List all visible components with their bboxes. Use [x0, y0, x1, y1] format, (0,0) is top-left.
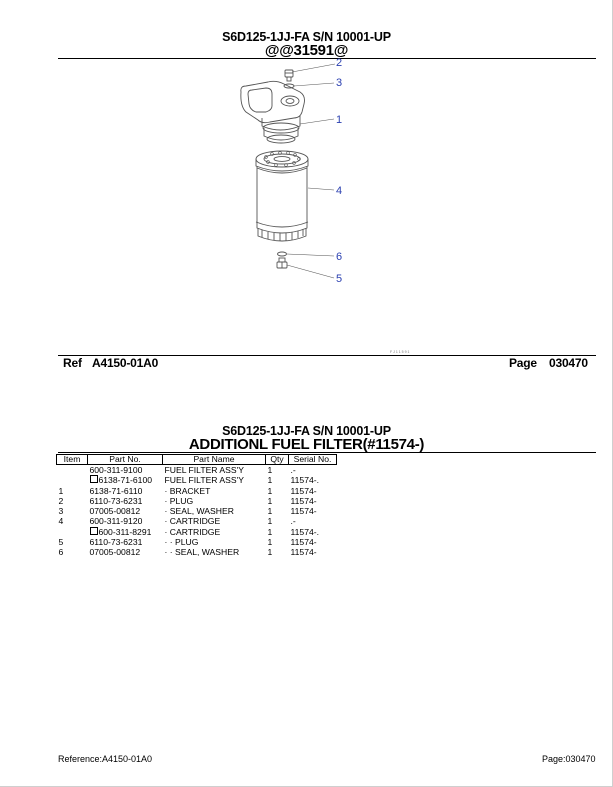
part-no-cell [88, 547, 163, 557]
diagram-model-line: S6D125-1JJ-FA S/N 10001-UP [222, 30, 391, 44]
serial-no-cell-text: .- [290, 516, 296, 527]
item-cell [57, 475, 88, 485]
diagram-code-line: @@31591@ [264, 42, 349, 59]
qty-cell-text: 1 [267, 485, 273, 496]
serial-no-cell [289, 537, 337, 547]
item-cell-text: 6 [58, 547, 64, 558]
item-cell [57, 547, 88, 557]
part-no-cell [88, 465, 163, 476]
parts-title-rule [58, 452, 596, 453]
parts-table [56, 454, 337, 558]
footer-reference: Reference:A4150-01A0 [58, 754, 153, 764]
serial-no-cell [289, 527, 337, 537]
page-label: Page [509, 356, 537, 370]
serial-no-cell-text: 11574- [290, 547, 317, 558]
callout-6: 6 [336, 251, 343, 263]
part-name-cell-text: FUEL FILTER ASS'Y [164, 475, 244, 486]
checkbox-square-icon [90, 475, 98, 483]
table-row [57, 475, 337, 485]
checkbox-square-icon [90, 527, 98, 535]
callout-1: 1 [336, 114, 343, 126]
col-item: Item [57, 455, 88, 465]
item-cell [57, 537, 88, 547]
serial-no-cell-text: 11574- [290, 506, 317, 517]
serial-no-cell [289, 465, 337, 476]
part-name-cell-text: · SEAL, WASHER [164, 506, 234, 517]
part-name-cell [163, 486, 266, 496]
serial-no-cell-text: .- [290, 465, 296, 475]
parts-model-line: S6D125-1JJ-FA S/N 10001-UP [222, 424, 391, 438]
part-no-cell-text: 6110-73-6231 [89, 495, 143, 506]
serial-no-cell-text: 11574-. [290, 526, 320, 537]
part-name-cell [163, 516, 266, 526]
table-row [57, 486, 337, 496]
bracket-part [241, 81, 305, 143]
serial-no-cell [289, 486, 337, 496]
table-row [57, 506, 337, 516]
qty-cell [266, 486, 289, 496]
qty-cell [266, 496, 289, 506]
item-cell [57, 516, 88, 526]
serial-no-cell-text: 11574- [290, 495, 317, 506]
part-no-cell [88, 486, 163, 496]
serial-no-cell-text: 11574- [290, 485, 317, 496]
qty-cell [266, 537, 289, 547]
qty-cell [266, 527, 289, 537]
item-cell [57, 527, 88, 537]
part-name-cell [163, 465, 266, 476]
qty-cell-text: 1 [267, 475, 273, 486]
item-cell-text: 2 [58, 495, 64, 506]
table-row [57, 537, 337, 547]
qty-cell [266, 475, 289, 485]
cartridge-part [256, 151, 308, 241]
part-no-cell [88, 506, 163, 516]
part-name-cell [163, 496, 266, 506]
part-name-cell-text: · CARTRIDGE [164, 526, 221, 537]
part-no-cell-text: 07005-00812 [89, 506, 141, 517]
part-name-cell-text: · BRACKET [164, 485, 211, 496]
item-cell-text: 3 [58, 506, 64, 517]
item-cell [57, 486, 88, 496]
footer-page: Page:030470 [542, 754, 596, 764]
item-cell [57, 496, 88, 506]
part-no-cell [88, 537, 163, 547]
parts-title: ADDITIONL FUEL FILTER(#11574-) [188, 436, 425, 453]
qty-cell-text: 1 [267, 547, 273, 558]
col-serial-no: Serial No. [289, 455, 337, 465]
part-name-cell [163, 527, 266, 537]
part-no-cell [88, 475, 163, 485]
qty-cell-text: 1 [267, 495, 273, 506]
part-name-cell [163, 475, 266, 485]
callout-3: 3 [336, 77, 343, 89]
serial-no-cell-text: 11574- [290, 537, 317, 548]
serial-no-cell [289, 496, 337, 506]
part-name-cell [163, 537, 266, 547]
serial-no-cell [289, 475, 337, 485]
part-name-cell-text: · · PLUG [164, 537, 199, 548]
table-row [57, 527, 337, 537]
qty-cell-text: 1 [267, 516, 273, 527]
part-no-cell [88, 527, 163, 537]
qty-cell [266, 465, 289, 476]
qty-cell-text: 1 [267, 537, 273, 548]
serial-no-cell [289, 506, 337, 516]
page-value: 030470 [549, 356, 588, 370]
serial-no-cell [289, 516, 337, 526]
plug-top-part [285, 70, 293, 81]
col-part-no: Part No. [88, 455, 163, 465]
qty-cell-text: 1 [267, 506, 273, 517]
part-no-cell-text: 600-311-9100 [89, 465, 143, 475]
part-no-cell [88, 516, 163, 526]
serial-no-cell [289, 547, 337, 557]
parts-table-header [57, 455, 337, 465]
item-cell [57, 465, 88, 476]
part-no-cell-text: 07005-00812 [89, 547, 141, 558]
item-cell-text: 5 [58, 537, 64, 548]
part-no-cell-text: 600-311-8291 [98, 526, 152, 537]
ref-value: A4150-01A0 [92, 356, 159, 370]
col-qty: Qty [266, 455, 289, 465]
callout-5: 5 [336, 273, 343, 285]
part-name-cell [163, 547, 266, 557]
part-name-cell-text: · · SEAL, WASHER [164, 547, 240, 558]
qty-cell [266, 516, 289, 526]
part-no-cell-text: 600-311-9120 [89, 516, 143, 527]
callout-4: 4 [336, 185, 343, 197]
part-name-cell-text: · PLUG [164, 495, 194, 506]
fuel-filter-diagram [0, 58, 613, 358]
item-cell-text: 1 [58, 485, 64, 496]
item-cell-text: 4 [58, 516, 64, 527]
table-row [57, 547, 337, 557]
figure-code: F J 1 1 5 9 1 [390, 350, 410, 354]
part-name-cell-text: · CARTRIDGE [164, 516, 221, 527]
ref-label: Ref [63, 356, 82, 370]
qty-cell [266, 547, 289, 557]
callout-2: 2 [336, 58, 343, 69]
serial-no-cell-text: 11574-. [290, 475, 320, 486]
part-name-cell [163, 506, 266, 516]
qty-cell-text: 1 [267, 465, 273, 475]
part-no-cell [88, 496, 163, 506]
qty-cell-text: 1 [267, 526, 273, 537]
item-cell [57, 506, 88, 516]
qty-cell [266, 506, 289, 516]
seal-bottom-part [278, 252, 287, 256]
part-no-cell-text: 6110-73-6231 [89, 537, 143, 548]
table-row [57, 496, 337, 506]
plug-bottom-part [277, 258, 287, 268]
part-name-cell-text: FUEL FILTER ASS'Y [164, 465, 244, 475]
part-no-cell-text: 6138-71-6100 [98, 475, 153, 486]
table-row [57, 465, 337, 476]
table-row [57, 516, 337, 526]
col-part-name: Part Name [163, 455, 266, 465]
part-no-cell-text: 6138-71-6110 [89, 485, 143, 496]
